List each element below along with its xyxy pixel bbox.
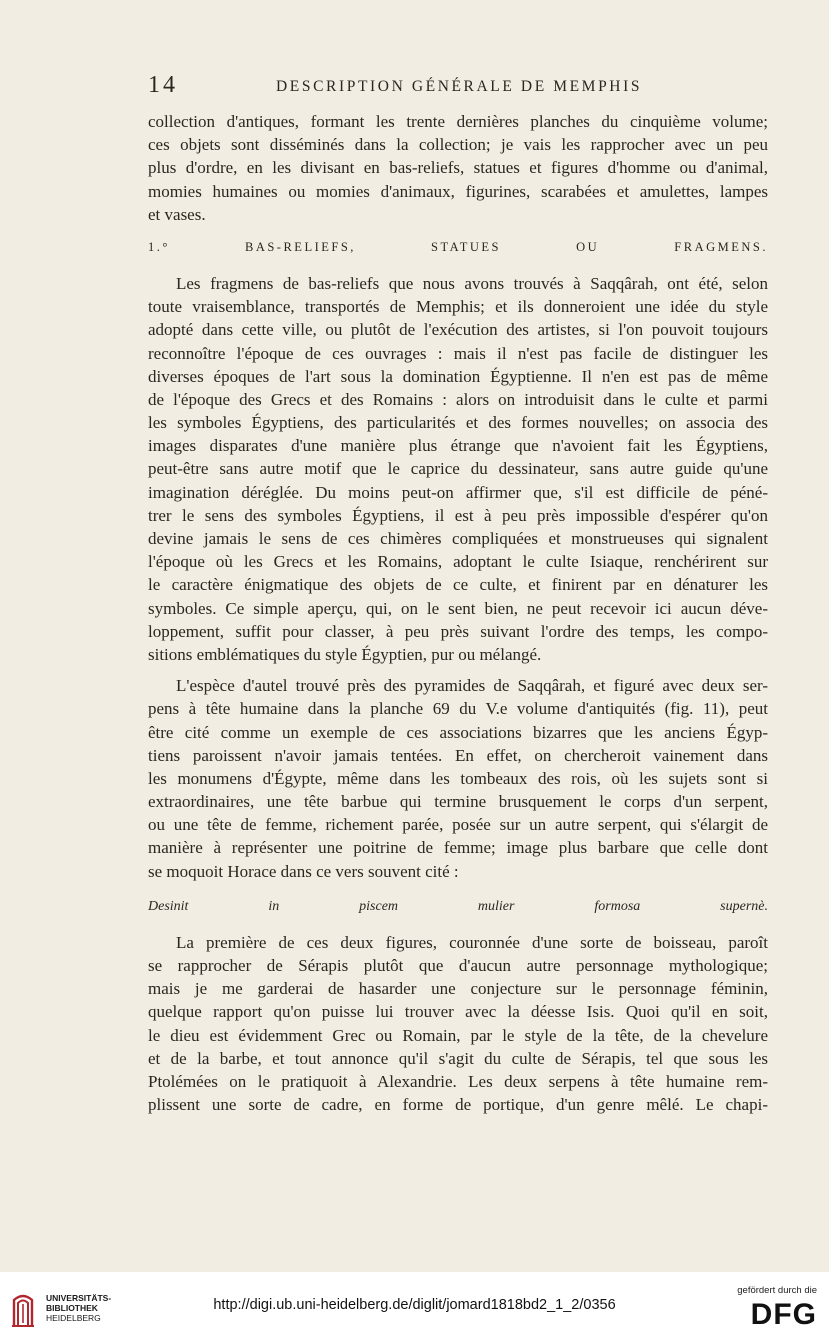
text-line: reconnoître l'époque de ces ouvrages : mais il n'est pas facile de distinguer les — [148, 343, 768, 363]
text-line: loppement, suffit pour classer, à peu près suivant l'ordre des temps, les compo- — [148, 621, 768, 641]
paragraph-2 — [148, 674, 768, 883]
text-line: tiens paroissent n'avoir jamais tentées. En effet, on chercheroit vainement dans — [148, 745, 768, 765]
text-line: les symboles Égyptiens, des particularités et des formes nouvelles; on associa des — [148, 413, 768, 433]
text-line: adopté dans cette ville, ou plutôt de l'exécution des artistes, si l'on pouvoit toujours — [148, 320, 768, 340]
permalink-url[interactable]: http://digi.ub.uni-heidelberg.de/diglit/jomard1818bd2_1_2/0356 — [213, 1297, 616, 1313]
library-name-line: UNIVERSITÄTS- — [46, 1293, 112, 1303]
text-line: pens à tête humaine dans la planche 69 du V.e volume d'antiquités (fig. 11), peut — [148, 699, 768, 719]
text-line: plissent une sorte de cadre, en forme de portique, d'un genre mêlé. Le chapi- — [148, 1095, 768, 1115]
text-line: le dieu est évidemment Grec ou Romain, par le style de la tête, de la chevelure — [148, 1025, 768, 1045]
dfg-logo[interactable]: DFG — [750, 1298, 817, 1331]
paragraph-3 — [148, 931, 768, 1117]
text-line: ces objets sont disséminés dans la collection; je vais les rapprocher avec un peu — [148, 135, 768, 155]
text-line: et vases. — [148, 204, 206, 224]
text-line: L'espèce d'autel trouvé près des pyramides de Saqqârah, et figuré avec deux ser- — [176, 676, 768, 696]
text-line: de l'époque des Grecs et des Romains : alors on introduisit dans le culte et parmi — [148, 389, 768, 409]
latin-quotation: Desinit in piscem mulier formosa supernè. — [148, 898, 768, 914]
library-name-line: BIBLIOTHEK — [46, 1303, 98, 1313]
text-line: momies humaines ou momies d'animaux, figurines, scarabées et amulettes, lampes — [148, 181, 768, 201]
text-line: se moquoit Horace dans ce vers souvent cité : — [148, 861, 459, 881]
text-line: La première de ces deux figures, couronnée d'une sorte de boisseau, paroît — [176, 932, 768, 952]
text-line: collection d'antiques, formant les trente dernières planches du cinquième volume; — [148, 112, 768, 131]
running-title: DESCRIPTION GÉNÉRALE DE MEMPHIS — [276, 78, 643, 95]
text-line: symboles. Ce simple aperçu, qui, on le sent bien, ne peut recevoir ici aucun déve- — [148, 598, 768, 618]
section-heading: 1.° BAS-RELIEFS, STATUES OU FRAGMENS. — [148, 239, 768, 254]
text-line: diverses époques de l'art sous la domination Égyptienne. Il n'en est pas de même — [148, 366, 768, 386]
text-line: l'époque où les Grecs et les Romains, adoptant le culte Isiaque, renchérirent sur — [148, 552, 768, 572]
text-line: Ptolémées on le pratiquoit à Alexandrie. Les deux serpens à tête humaine rem- — [148, 1071, 768, 1091]
text-line: trer le sens des symboles Égyptiens, il est à peu près impossible d'espérer qu'on — [148, 505, 768, 525]
page-number: 14 — [148, 72, 178, 98]
paragraph-1 — [148, 272, 768, 666]
text-line: imagination déréglée. Du moins peut-on affirmer que, s'il est difficile de péné- — [148, 482, 768, 502]
text-line: le caractère énigmatique des objets de ce culte, et finirent par en dénaturer les — [148, 575, 768, 595]
text-line: peut-être sans autre motif que le caprice du dessinateur, sans autre guide qu'une — [148, 459, 768, 479]
text-line: être cité comme un exemple de ces associations bizarres que les anciens Égyp- — [148, 722, 768, 742]
text-line: sitions emblématiques du style Égyptien, pur ou mélangé. — [148, 644, 542, 664]
text-line: extraordinaires, une tête barbue qui termine brusquement le corps d'un serpent, — [148, 792, 768, 812]
library-name-line: HEIDELBERG — [46, 1313, 101, 1323]
funded-by-label: gefördert durch die — [737, 1285, 817, 1296]
body-text — [148, 110, 768, 1116]
text-line: manière à représenter une poitrine de femme; image plus barbare que celle dont — [148, 838, 768, 858]
text-line: images disparates d'une manière plus étrange que n'avoient fait les Égyptiens, — [148, 436, 768, 456]
text-line: mais je me garderai de hasarder une conjecture sur le personnage féminin, — [148, 979, 768, 999]
text-line: plus d'ordre, en les divisant en bas-reliefs, statues et figures d'homme ou d'animal, — [148, 158, 768, 178]
viewer-footer — [0, 1272, 829, 1341]
text-line: devine jamais le sens de ces chimères compliquées et monstrueuses qui signalent — [148, 529, 768, 548]
text-line: et de la barbe, et tout annonce qu'il s'agit du culte de Sérapis, tel que sous les — [148, 1048, 768, 1068]
intro-paragraph — [148, 110, 768, 226]
text-line: Les fragmens de bas-reliefs que nous avons trouvés à Saqqârah, ont été, selon — [176, 273, 768, 293]
text-line: les monumens d'Égypte, même dans les tombeaux des rois, où les sujets sont si — [148, 768, 768, 788]
running-head — [148, 72, 788, 102]
text-line: toute vraisemblance, transportés de Memphis; et ils donneroient une idée du style — [148, 297, 768, 317]
text-line: se rapprocher de Sérapis plutôt que d'aucun autre personnage mythologique; — [148, 956, 768, 975]
text-line: ou une tête de femme, richement parée, posée sur un autre serpent, qui s'élargit de — [148, 815, 768, 835]
text-line: quelque rapport qu'on puisse lui trouver avec la déesse Isis. Quoi qu'il en soit, — [148, 1002, 768, 1022]
